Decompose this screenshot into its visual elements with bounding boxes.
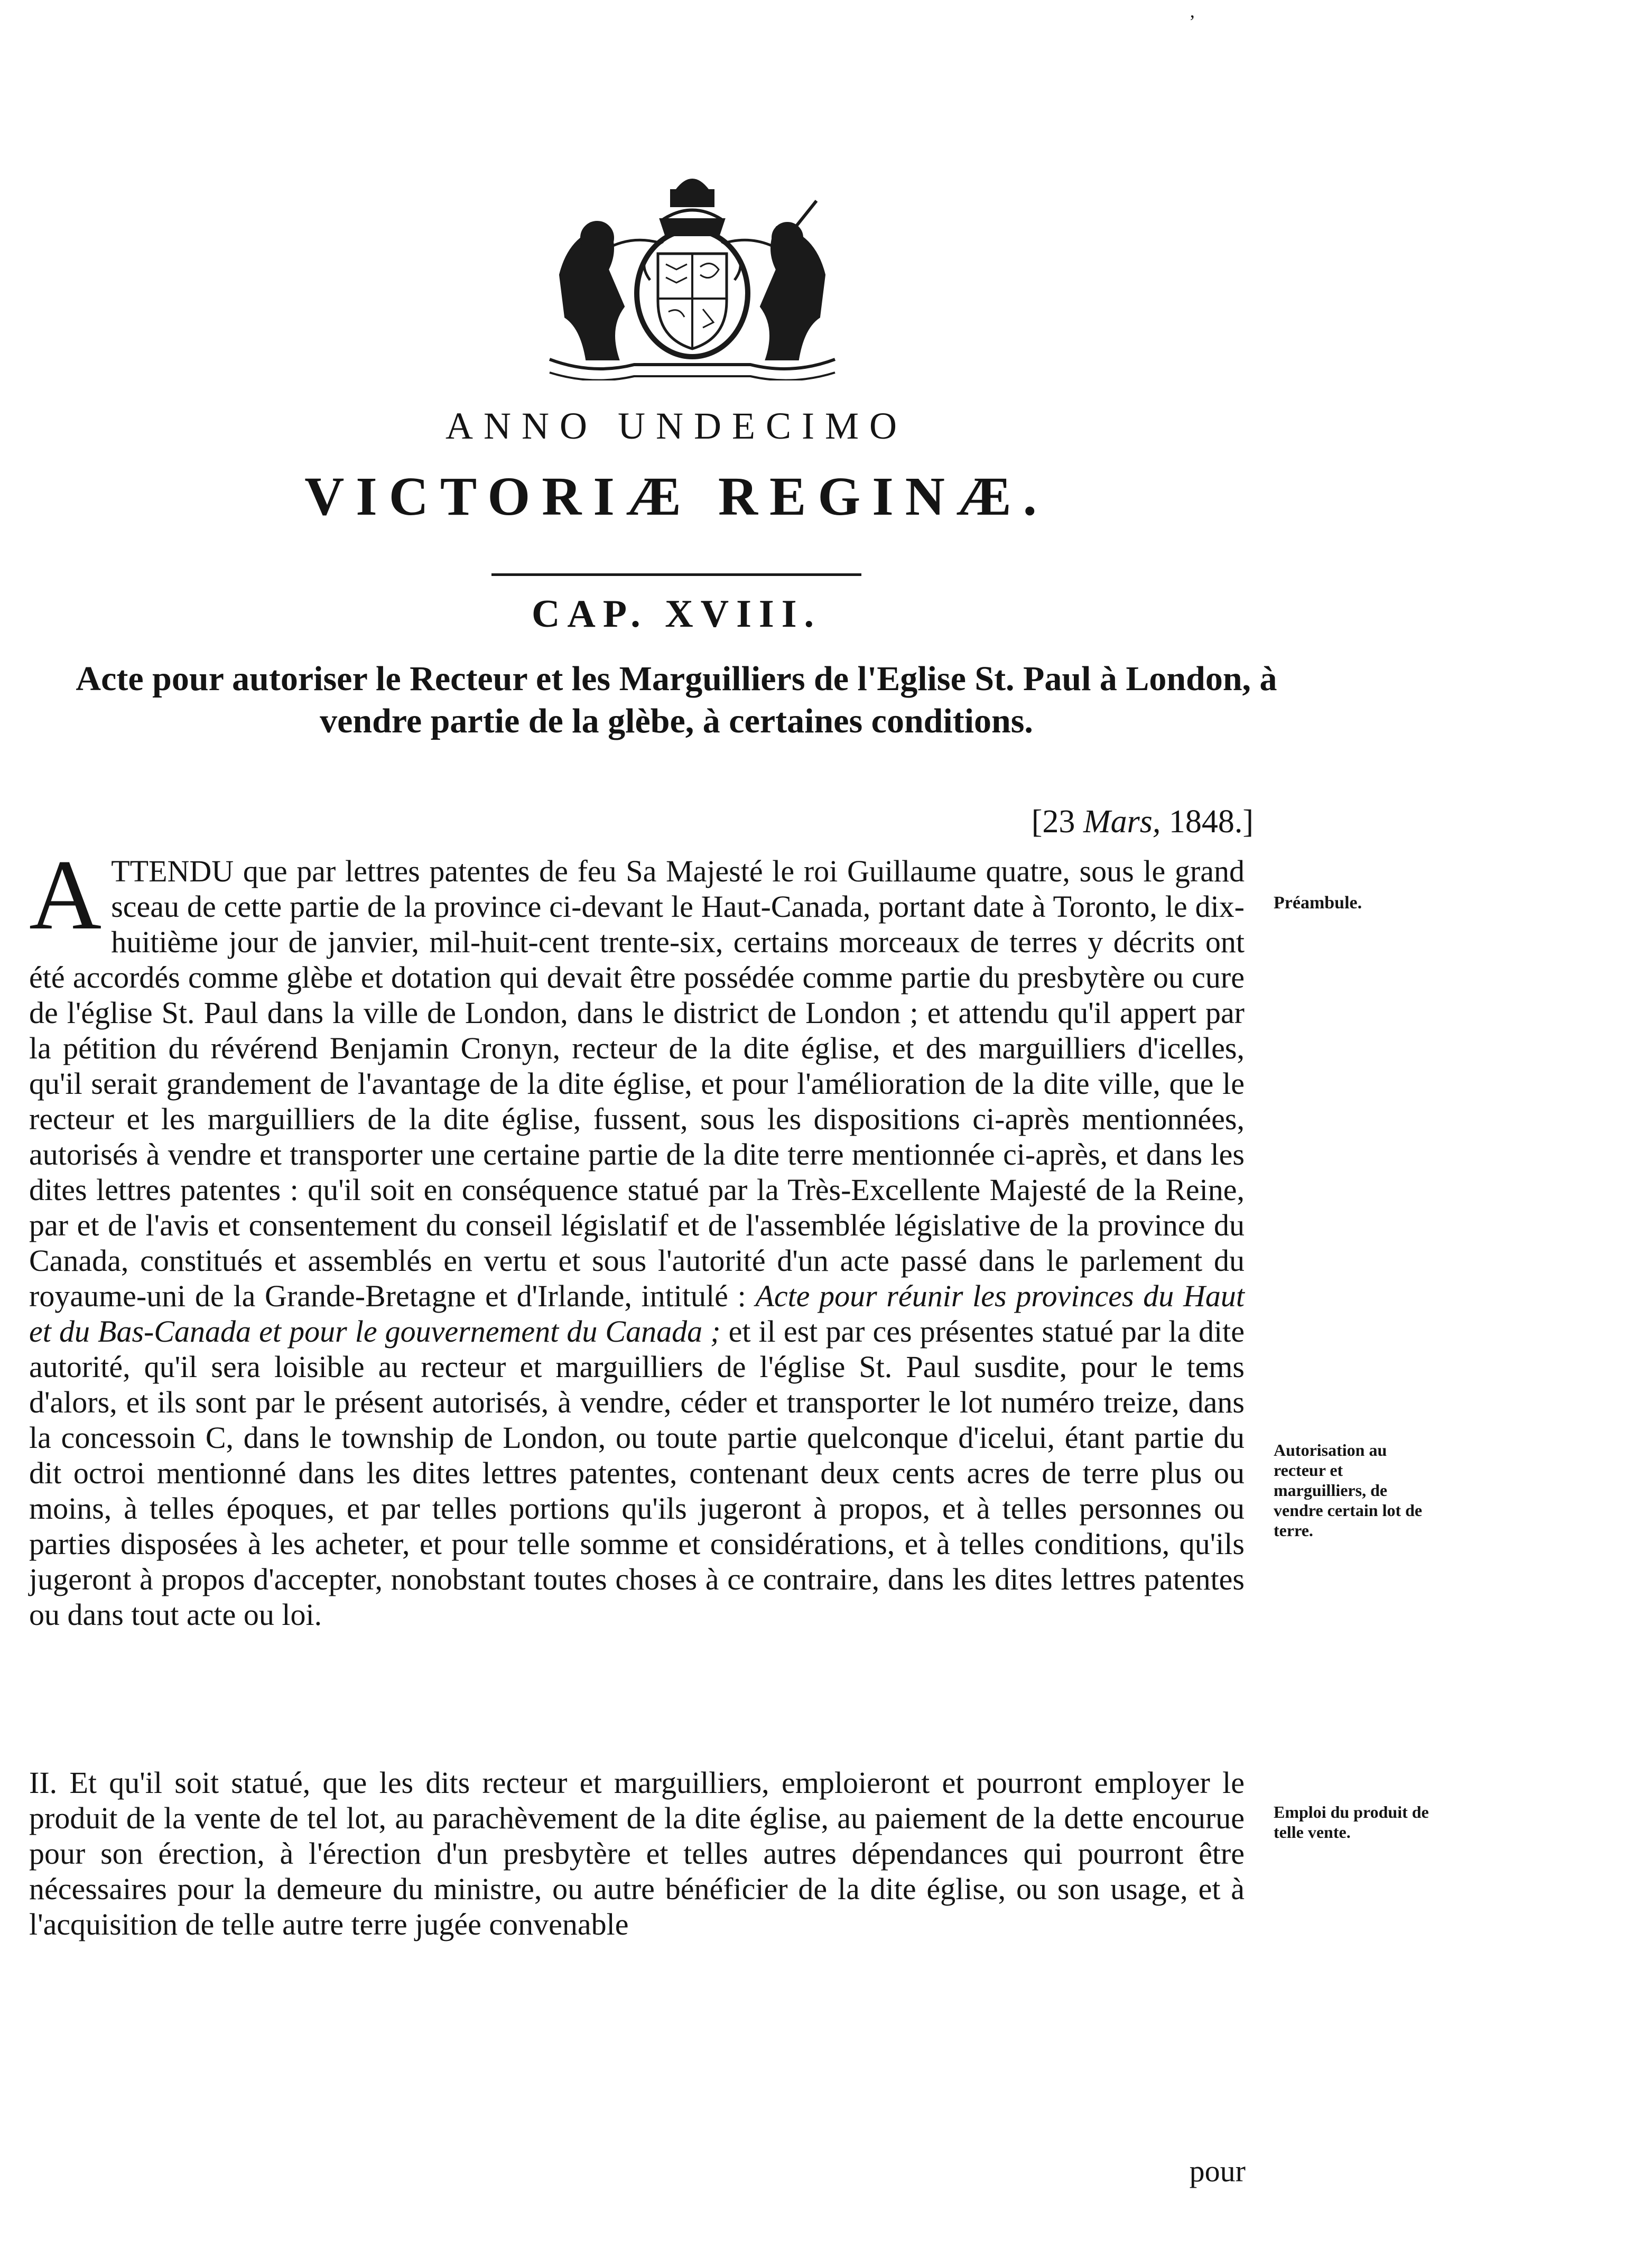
margin-note-emploi: Emploi du produit de telle vente.: [1274, 1802, 1429, 1842]
date-month: Mars,: [1083, 804, 1161, 840]
anno-heading: ANNO UNDECIMO: [445, 405, 907, 447]
drop-cap: A: [29, 840, 102, 951]
act-title: Acte pour autoriser le Recteur et les Marguilliers de l'Eglise St. Paul à London, à vendre partie de la glèbe, à certaines conditions.: [76, 659, 1277, 740]
preamble-text-2: et il est par ces présentes statué par la dite autorité, qu'il sera loisible au recteur et marguilliers de l'église St. Paul susdite, pour le tems d'alors, et ils sont par le présent autorisés, à vendre, céder et transporter le lot numéro treize, dans la concessoin C, dans le township de London, ou toute partie quelconque d'icelui, étant partie du dit octroi mentionné dans les dites lettres patentes, contenant deux cents acres de terre plus ou moins, à telles époques, et par telles portions qu'ils jugeront à propos, et à telles personnes ou parties disposées à les acheter, et pour telle somme et considérations, et à telles conditions, qu'ils jugeront à propos d'accepter, nonobstant toutes choses à ce contraire, dans les dites lettres patentes ou dans tout acte ou loi.: [29, 1314, 1245, 1632]
assent-date: [1032, 803, 1254, 841]
preamble-paragraph: [29, 840, 1245, 1632]
date-open: [23: [1031, 804, 1083, 840]
section-2-paragraph: II. Et qu'il soit statué, que les dits recteur et marguilliers, emploieront et pourront employer le produit de la vente de tel lot, au parachèvement de la dite église, au paiement de la dette encourue pour son érection, à l'érection d'un presbytère et telles autres dépendances qui pourront être nécessaires pour la demeure du ministre, ou autre bénéficier de la dite église, ou son usage, et à l'acquisition de telle autre terre jugée convenable: [29, 1765, 1245, 1941]
margin-note-preambule: Préambule.: [1274, 893, 1362, 913]
heading-rule: [491, 573, 861, 576]
margin-note-autorisation: Autorisation au recteur et marguilliers, de vendre certain lot de terre.: [1274, 1440, 1423, 1540]
preamble-text-1: TTENDU que par lettres patentes de feu Sa Majesté le roi Guillaume quatre, sous le grand sceau de cette partie de la province ci-devant le Haut-Canada, portant date à Toronto, le dix-huitième jour de janvier, mil-huit-cent trente-six, certains morceaux de terres y décrits ont été accordés comme glèbe et dotation qui devait être possédée comme partie du presbytère ou cure de l'église St. Paul dans la ville de London, dans le district de London ; et attendu qu'il appert par la pétition du révérend Benjamin Cronyn, recteur de la dite église, et des marguilliers d'icelles, qu'il serait grandement de l'avantage de la dite église, et pour l'amélioration de la dite ville, que le recteur et les marguilliers de la dite église, fussent, sous les dispositions ci-après mentionnées, autorisés à vendre et transporter une certaine partie de la dite terre mentionnée ci-après, et dans les dites lettres patentes : qu'il soit en conséquence statué par la Très-Excellente Majesté de la Reine, par et de l'avis et consentement du conseil législatif et de l'assemblée législative de la province du Canada, constitués et assemblés en vertu et sous l'autorité d'un acte passé dans le parlement du royaume-uni de la Grande-Bretagne et d'Irlande, intitulé :: [29, 854, 1245, 1313]
preamble-act-citation: Acte pour réunir les provinces du Haut et du Bas-Canada et pour le gouvernement du Canada ;: [29, 1279, 1245, 1349]
corner-mark: ʼ: [1189, 11, 1195, 32]
date-close: 1848.]: [1160, 804, 1254, 840]
royal-coat-of-arms: [528, 169, 856, 380]
chapter-heading: CAP. XVIII.: [531, 592, 822, 636]
catchword: pour: [1189, 2154, 1246, 2188]
reign-heading: VICTORIÆ REGINÆ.: [304, 466, 1048, 527]
